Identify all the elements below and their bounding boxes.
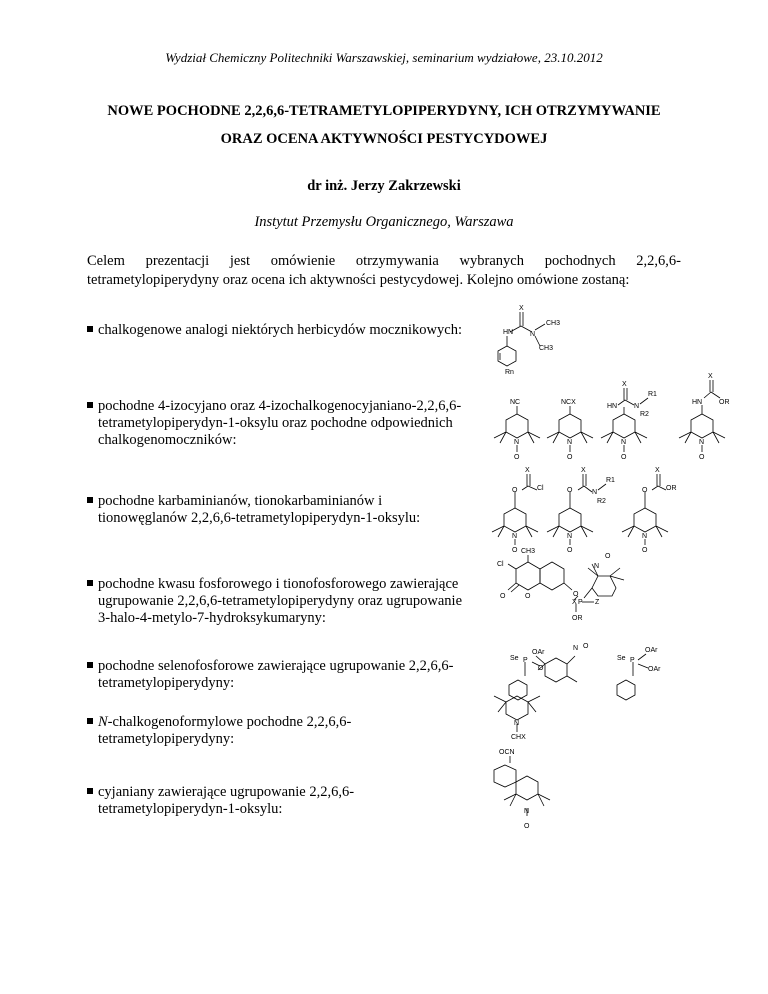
svg-text:O: O — [567, 454, 573, 461]
svg-text:X: X — [572, 599, 577, 606]
structure-coumarin-phosphate — [508, 555, 624, 612]
svg-text:OCN: OCN — [499, 749, 515, 756]
svg-text:N: N — [642, 533, 648, 540]
svg-text:N: N — [514, 720, 520, 727]
svg-text:R2: R2 — [597, 498, 606, 505]
svg-text:O: O — [605, 553, 611, 560]
bullet-7: cyjaniany zawierające ugrupowanie 2,2,6,6- tetrametylopiperydyn-1-oksylu: — [87, 784, 497, 818]
svg-text:X: X — [519, 305, 524, 312]
svg-text:P: P — [578, 599, 583, 606]
svg-text:CHX: CHX — [511, 734, 526, 741]
svg-text:X: X — [708, 373, 713, 380]
svg-text:X: X — [525, 467, 530, 474]
svg-text:NCX: NCX — [561, 399, 576, 406]
bullet-4: pochodne kwasu fosforowego i tionofosforowego zawierające ugrupowanie 2,2,6,6-tetrametylopiperydyny oraz ugrupowanie 3-halo-4-metylo-7-hydroksykumaryny: — [87, 576, 497, 627]
svg-text:O: O — [642, 547, 648, 554]
svg-text:Cl: Cl — [497, 561, 504, 568]
svg-text:CH3: CH3 — [546, 320, 561, 327]
svg-text:N: N — [512, 533, 518, 540]
svg-text:R1: R1 — [648, 391, 657, 398]
svg-text:O: O — [567, 487, 573, 494]
svg-text:OR: OR — [572, 615, 583, 622]
author: dr inż. Jerzy Zakrzewski — [307, 178, 461, 194]
title-line-2: ORAZ OCENA AKTYWNOŚCI PESTYCYDOWEJ — [220, 131, 548, 147]
svg-text:N: N — [524, 808, 530, 815]
svg-text:O: O — [514, 454, 520, 461]
bullet-2: pochodne 4-izocyjano oraz 4-izochalkogenocyjaniano-2,2,6,6- tetrametylopiperydyn-1-oksylu oraz pochodne odpowiednich chalkogenomoczników: — [87, 398, 497, 449]
structure-cyanate — [494, 756, 550, 816]
bullet-3: pochodne karbaminianów, tionokarbaminianów i tionowęglanów 2,2,6,6-tetrametylopiperydyn-1-oksylu: — [87, 493, 497, 527]
svg-text:OR: OR — [719, 399, 730, 406]
structure-selenophosphate-1 — [509, 656, 577, 700]
bullet-1: chalkogenowe analogi niektórych herbicydów mocznikowych: — [87, 322, 497, 339]
svg-text:X: X — [581, 467, 586, 474]
svg-text:R2: R2 — [640, 411, 649, 418]
svg-text:Z: Z — [595, 599, 600, 606]
svg-text:HN: HN — [503, 329, 514, 336]
structure-urea — [498, 312, 545, 366]
svg-text:Se: Se — [617, 655, 626, 662]
svg-text:OR: OR — [666, 485, 677, 492]
svg-text:Se: Se — [510, 655, 519, 662]
svg-text:O: O — [538, 665, 544, 672]
svg-text:X: X — [655, 467, 660, 474]
svg-text:O: O — [512, 487, 518, 494]
svg-text:N: N — [621, 439, 627, 446]
svg-text:O: O — [524, 823, 530, 830]
svg-text:CH3: CH3 — [539, 345, 554, 352]
svg-text:O: O — [642, 487, 648, 494]
affiliation: Instytut Przemysłu Organicznego, Warszawa — [254, 214, 514, 230]
svg-text:Cl: Cl — [537, 485, 544, 492]
svg-text:NC: NC — [510, 399, 521, 406]
svg-text:O: O — [583, 643, 589, 650]
svg-text:O: O — [699, 454, 705, 461]
svg-text:P: P — [630, 657, 635, 664]
svg-text:N: N — [573, 645, 579, 652]
structure-labels — [497, 305, 730, 830]
svg-text:O: O — [500, 593, 506, 600]
svg-text:O: O — [621, 454, 627, 461]
svg-text:O: O — [567, 547, 573, 554]
svg-text:HN: HN — [692, 399, 703, 406]
bullet-6: N-chalkogenoformylowe pochodne 2,2,6,6- tetrametylopiperydyny: — [87, 714, 497, 748]
svg-text:N: N — [514, 439, 520, 446]
page-header: Wydział Chemiczny Politechniki Warszawskiej, seminarium wydziałowe, 23.10.2012 — [165, 50, 603, 65]
svg-text:O: O — [573, 591, 579, 598]
svg-text:N: N — [594, 563, 600, 570]
svg-text:P: P — [523, 657, 528, 664]
svg-text:N: N — [699, 439, 705, 446]
title-line-1: NOWE POCHODNE 2,2,6,6-TETRAMETYLOPIPERYDYNY, ICH OTRZYMYWANIE — [107, 103, 661, 119]
svg-text:HN: HN — [607, 403, 618, 410]
intro-paragraph: Celem prezentacji jest omówienie otrzymywania wybranych pochodnych 2,2,6,6-tetrametylopiperydyny oraz ocena ich aktywności pestycydowej. Kolejno omówione zostaną: — [87, 253, 681, 288]
svg-text:O: O — [525, 593, 531, 600]
svg-text:N: N — [530, 331, 536, 338]
svg-text:OAr: OAr — [648, 666, 661, 673]
svg-text:N: N — [567, 533, 573, 540]
structure-carbamate — [547, 474, 606, 545]
svg-text:OAr: OAr — [645, 647, 658, 654]
svg-text:R1: R1 — [606, 477, 615, 484]
svg-text:N: N — [592, 489, 598, 496]
svg-text:N: N — [567, 439, 573, 446]
svg-text:CH3: CH3 — [521, 548, 536, 555]
svg-text:Rn: Rn — [505, 369, 514, 376]
svg-text:X: X — [622, 381, 627, 388]
bullet-5: pochodne selenofosforowe zawierające ugrupowanie 2,2,6,6- tetrametylopiperydyny: — [87, 658, 497, 692]
svg-text:O: O — [512, 547, 518, 554]
svg-text:OAr: OAr — [532, 649, 545, 656]
svg-text:N: N — [634, 403, 640, 410]
